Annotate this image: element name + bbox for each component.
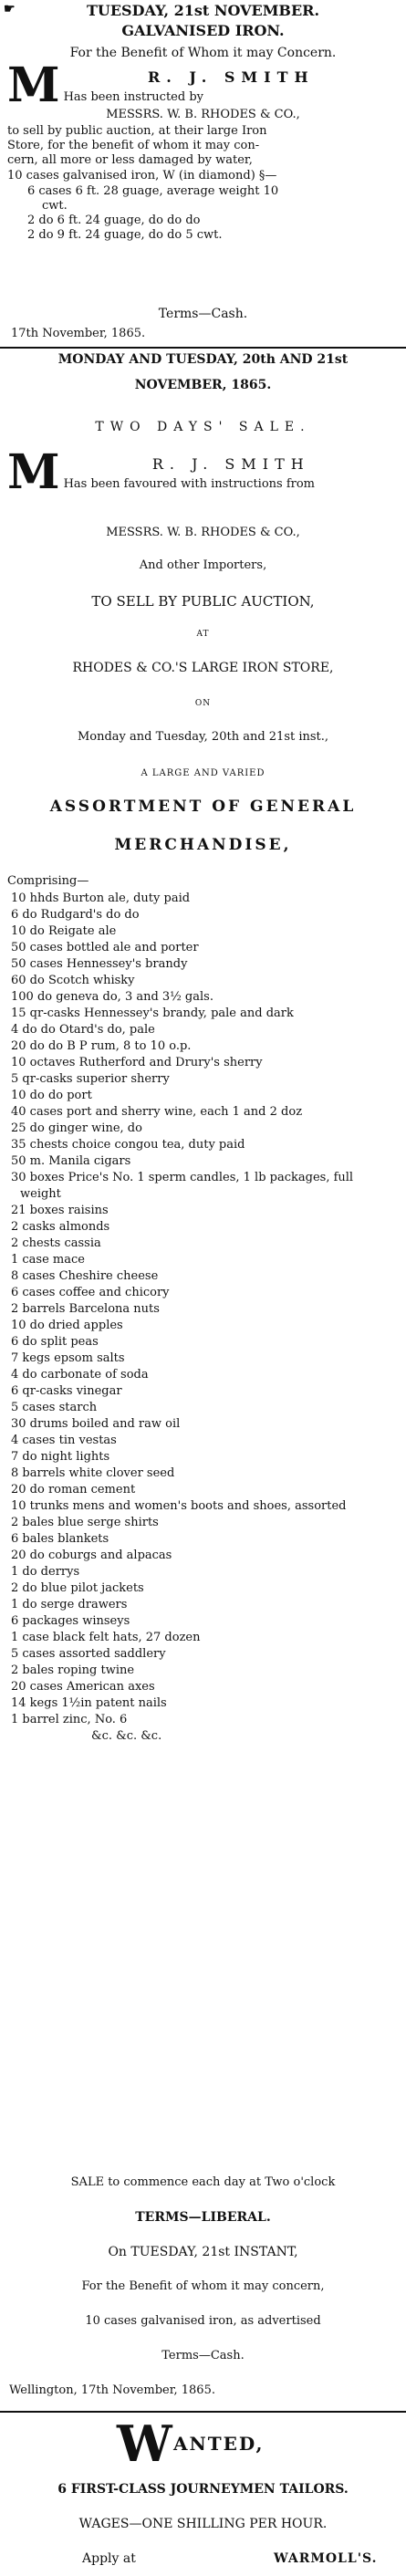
ad2-importers: And other Importers,: [139, 558, 267, 572]
merchandise-item: 10 octaves Rutherford and Drury's sherry: [11, 1056, 263, 1069]
ad2-on: ON: [194, 699, 212, 708]
ad1-body-0: Has been instructed by: [63, 90, 203, 104]
ad1-body-2: to sell by public auction, at their large Iron: [7, 124, 267, 138]
ad1-body-1: MESSRS. W. B. RHODES & CO.,: [106, 108, 300, 121]
ad1-notice: [0, 57, 406, 243]
merchandise-item: 6 do Rudgard's do do: [11, 908, 140, 922]
merchandise-item: 2 chests cassia: [11, 1236, 101, 1250]
ad1-body-5: 10 cases galvanised iron, W (in diamond) §—: [7, 169, 277, 183]
merchandise-item: 2 bales roping twine: [11, 1663, 135, 1677]
merchandise-item: 20 cases American axes: [11, 1680, 155, 1694]
merchandise-item: 5 cases assorted saddlery: [11, 1647, 166, 1661]
ad3-dropcap: W: [117, 2414, 172, 2473]
ad2-date: Wellington, 17th November, 1865.: [9, 2383, 215, 2397]
ad1-benefit: For the Benefit of Whom it may Concern.: [69, 46, 337, 60]
ad2-notice: [0, 444, 406, 500]
merchandise-item: 10 do Reigate ale: [11, 924, 117, 938]
merchandise-item: 25 do ginger wine, do: [11, 1121, 142, 1135]
ad1-body-7: cwt.: [42, 199, 68, 213]
merchandise-item: 8 barrels white clover seed: [11, 1466, 175, 1480]
ad1-body-9: 2 do 9 ft. 24 guage, do do 5 cwt.: [27, 228, 223, 242]
ad1-body-3: Store, for the benefit of whom it may con-: [7, 139, 260, 152]
ad3-apply: Apply at: [82, 2551, 136, 2566]
merchandise-item: 5 qr-casks superior sherry: [11, 1072, 170, 1086]
merchandise-item: 35 chests choice congou tea, duty paid: [11, 1138, 245, 1152]
ad2-tuesday: On TUESDAY, 21st INSTANT,: [108, 2245, 298, 2259]
ad3-wages: WAGES—ONE SHILLING PER HOUR.: [78, 2517, 328, 2531]
ad2-item-list: [0, 891, 406, 1745]
divider-2: [0, 2411, 406, 2413]
merchandise-item: 7 do night lights: [11, 1450, 110, 1464]
merchandise-item: 50 m. Manila cigars: [11, 1154, 131, 1168]
merchandise-item: &c. &c. &c.: [91, 1729, 162, 1743]
merchandise-item: 20 do coburgs and alpacas: [11, 1549, 172, 1562]
ad2-dropcap: M: [7, 444, 60, 500]
merchandise-item: 15 qr-casks Hennessey's brandy, pale and dark: [11, 1006, 294, 1020]
merchandise-item: 6 do split peas: [11, 1335, 99, 1349]
merchandise-item: 21 boxes raisins: [11, 1204, 109, 1217]
ad1-auctioneer-name: R. J. SMITH: [147, 68, 315, 86]
merchandise-item: 6 cases coffee and chicory: [11, 1286, 170, 1299]
merchandise-item: 6 packages winseys: [11, 1614, 130, 1628]
merchandise-item: 10 do dried apples: [11, 1319, 123, 1332]
merchandise-item: 6 qr-casks vinegar: [11, 1384, 122, 1398]
ad2-comprising: Comprising—: [7, 874, 89, 888]
merchandise-item: 1 barrel zinc, No. 6: [11, 1713, 128, 1726]
ad2-benefit: For the Benefit of whom it may concern,: [81, 2279, 325, 2293]
merchandise-item: 10 hhds Burton ale, duty paid: [11, 892, 191, 905]
merchandise-item: 1 case mace: [11, 1253, 85, 1267]
ad2-favoured: Has been favoured with instructions from: [63, 477, 316, 491]
ad3-apply-line: [0, 2551, 406, 2571]
merchandise-item: 1 do serge drawers: [11, 1598, 128, 1611]
ad1-headline: GALVANISED IRON.: [121, 22, 285, 39]
ad2-terms: TERMS—LIBERAL.: [135, 2210, 271, 2225]
merchandise-item: 50 cases Hennessey's brandy: [11, 957, 188, 971]
merchandise-item: 20 do do B P rum, 8 to 10 o.p.: [11, 1039, 192, 1053]
ad2-assortment: ASSORTMENT OF GENERAL: [49, 798, 357, 816]
merchandise-item: 30 boxes Price's No. 1 sperm candles, 1 lb packages, full weight: [11, 1171, 354, 1201]
merchandise-item: 8 cases Cheshire cheese: [11, 1269, 159, 1283]
ad3-headline: ANTED,: [173, 2433, 265, 2455]
merchandise-item: 4 do carbonate of soda: [11, 1368, 149, 1382]
merchandise-item: 2 casks almonds: [11, 1220, 110, 1234]
ad2-dateline-2: NOVEMBER, 1865.: [134, 378, 272, 392]
ad2-merchandise: MERCHANDISE,: [114, 836, 292, 854]
merchandise-item: 14 kegs 1½in patent nails: [11, 1696, 167, 1710]
ad1-body-8: 2 do 6 ft. 24 guage, do do do: [27, 214, 201, 227]
ad2-iron: 10 cases galvanised iron, as advertised: [85, 2314, 321, 2328]
ad2-at: AT: [196, 630, 210, 639]
ad2-terms-cash: Terms—Cash.: [161, 2349, 245, 2362]
ad1-body-4: cern, all more or less damaged by water,: [7, 153, 253, 167]
merchandise-item: 1 case black felt hats, 27 dozen: [11, 1631, 201, 1644]
merchandise-item: 5 cases starch: [11, 1401, 98, 1414]
divider-1: [0, 347, 406, 349]
merchandise-item: 4 cases tin vestas: [11, 1434, 117, 1447]
ad2-auction: TO SELL BY PUBLIC AUCTION,: [91, 593, 315, 610]
ad1-body-6: 6 cases 6 ft. 28 guage, average weight 10: [27, 184, 279, 198]
ad2-days: Monday and Tuesday, 20th and 21st inst.,: [77, 730, 329, 744]
merchandise-item: 2 do blue pilot jackets: [11, 1581, 144, 1595]
ad2-store: RHODES & CO.'S LARGE IRON STORE,: [72, 661, 334, 675]
merchandise-item: 1 do derrys: [11, 1565, 80, 1579]
merchandise-item: 30 drums boiled and raw oil: [11, 1417, 181, 1431]
ad2-auctioneer-name: R. J. SMITH: [151, 455, 310, 473]
ad1-terms: Terms—Cash.: [158, 307, 248, 321]
merchandise-item: 50 cases bottled ale and porter: [11, 941, 199, 954]
ad2-sale-time: SALE to commence each day at Two o'clock: [70, 2175, 336, 2189]
ad3-wanted: 6 FIRST-CLASS JOURNEYMEN TAILORS.: [57, 2482, 349, 2497]
ad1-date: 17th November, 1865.: [11, 327, 146, 340]
ad1-dateline: ☛ TUESDAY, 21st NOVEMBER.: [4, 2, 320, 19]
ad1-dropcap: M: [7, 57, 60, 113]
merchandise-item: 100 do geneva do, 3 and 3½ gals.: [11, 990, 213, 1004]
merchandise-item: 2 bales blue serge shirts: [11, 1516, 159, 1529]
pointing-hand-icon: ☛: [4, 2, 16, 16]
ad2-firm: MESSRS. W. B. RHODES & CO.,: [106, 526, 300, 539]
ad3-heading: [0, 2414, 406, 2473]
merchandise-item: 40 cases port and sherry wine, each 1 and 2 doz: [11, 1105, 303, 1119]
merchandise-item: 20 do roman cement: [11, 1483, 136, 1497]
ad2-sale-title: TWO DAYS' SALE.: [95, 420, 311, 434]
merchandise-item: 10 trunks mens and women's boots and shoes, assorted: [11, 1499, 347, 1513]
merchandise-item: 4 do do Otard's do, pale: [11, 1023, 155, 1037]
merchandise-item: 60 do Scotch whisky: [11, 974, 135, 987]
merchandise-item: 10 do do port: [11, 1089, 92, 1102]
merchandise-item: 2 barrels Barcelona nuts: [11, 1302, 160, 1316]
merchandise-item: 7 kegs epsom salts: [11, 1351, 125, 1365]
ad2-dateline-1: MONDAY AND TUESDAY, 20th AND 21st: [57, 352, 349, 367]
merchandise-item: 6 bales blankets: [11, 1532, 109, 1546]
ad3-shop: WARMOLL'S.: [274, 2551, 378, 2566]
ad2-varied: A LARGE AND VARIED: [141, 768, 265, 778]
